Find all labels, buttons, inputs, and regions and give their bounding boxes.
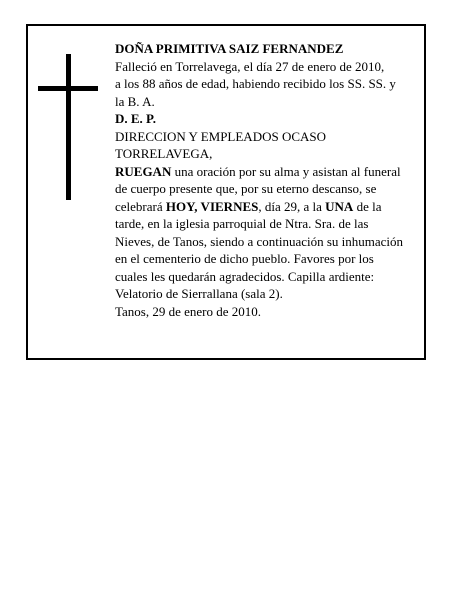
family-line-1: DIRECCION Y EMPLEADOS OCASO: [115, 128, 327, 144]
latin-cross-icon: [38, 54, 98, 200]
request-line-4: tarde, en la iglesia parroquial de Ntra. Sra. de las: [115, 216, 369, 231]
request-line-6: en el cementerio de dicho pueblo. Favores por los: [115, 251, 374, 266]
dep-line: [115, 110, 425, 128]
una-text: UNA: [325, 198, 354, 214]
request-line-2: de cuerpo presente que, por su eterno descanso, se: [115, 181, 377, 196]
request-line-7: cuales les quedarán agradecidos. Capilla ardiente:: [115, 268, 375, 284]
request-line-3-start: celebrará: [115, 198, 166, 214]
cross-vertical-bar: [66, 54, 71, 200]
request-line-3: [115, 198, 425, 216]
hoy-viernes-text: HOY, VIERNES: [165, 198, 259, 214]
cross-horizontal-bar: [38, 86, 98, 91]
death-line-3: la B. A.: [115, 93, 155, 109]
request-line-1: [115, 163, 425, 181]
death-line-2: a los 88 años de edad, habiendo recibido los SS. SS. y: [115, 76, 396, 91]
dep-text: D. E. P.: [115, 111, 157, 126]
ruegan-text: RUEGAN: [115, 163, 172, 179]
deceased-name: [115, 40, 425, 58]
request-line-8: Velatorio de Sierrallana (sala 2).: [115, 286, 283, 301]
request-line-5: Nieves, de Tanos, siendo a continuación su inhumación: [115, 233, 404, 249]
request-line-3-mid: , día 29, a la: [258, 198, 326, 214]
place-date: Tanos, 29 de enero de 2010.: [115, 303, 262, 319]
obituary-notice: [26, 24, 426, 360]
request-line-3-end: de la: [353, 198, 382, 214]
obituary-text: [115, 40, 425, 320]
request-line-1-rest: una oración por su alma y asistan al funeral: [171, 163, 401, 179]
family-line-2: TORRELAVEGA,: [115, 146, 213, 161]
deceased-name-text: DOÑA PRIMITIVA SAIZ FERNANDEZ: [115, 41, 344, 56]
death-line-1: Falleció en Torrelavega, el día 27 de enero de 2010,: [115, 58, 385, 74]
